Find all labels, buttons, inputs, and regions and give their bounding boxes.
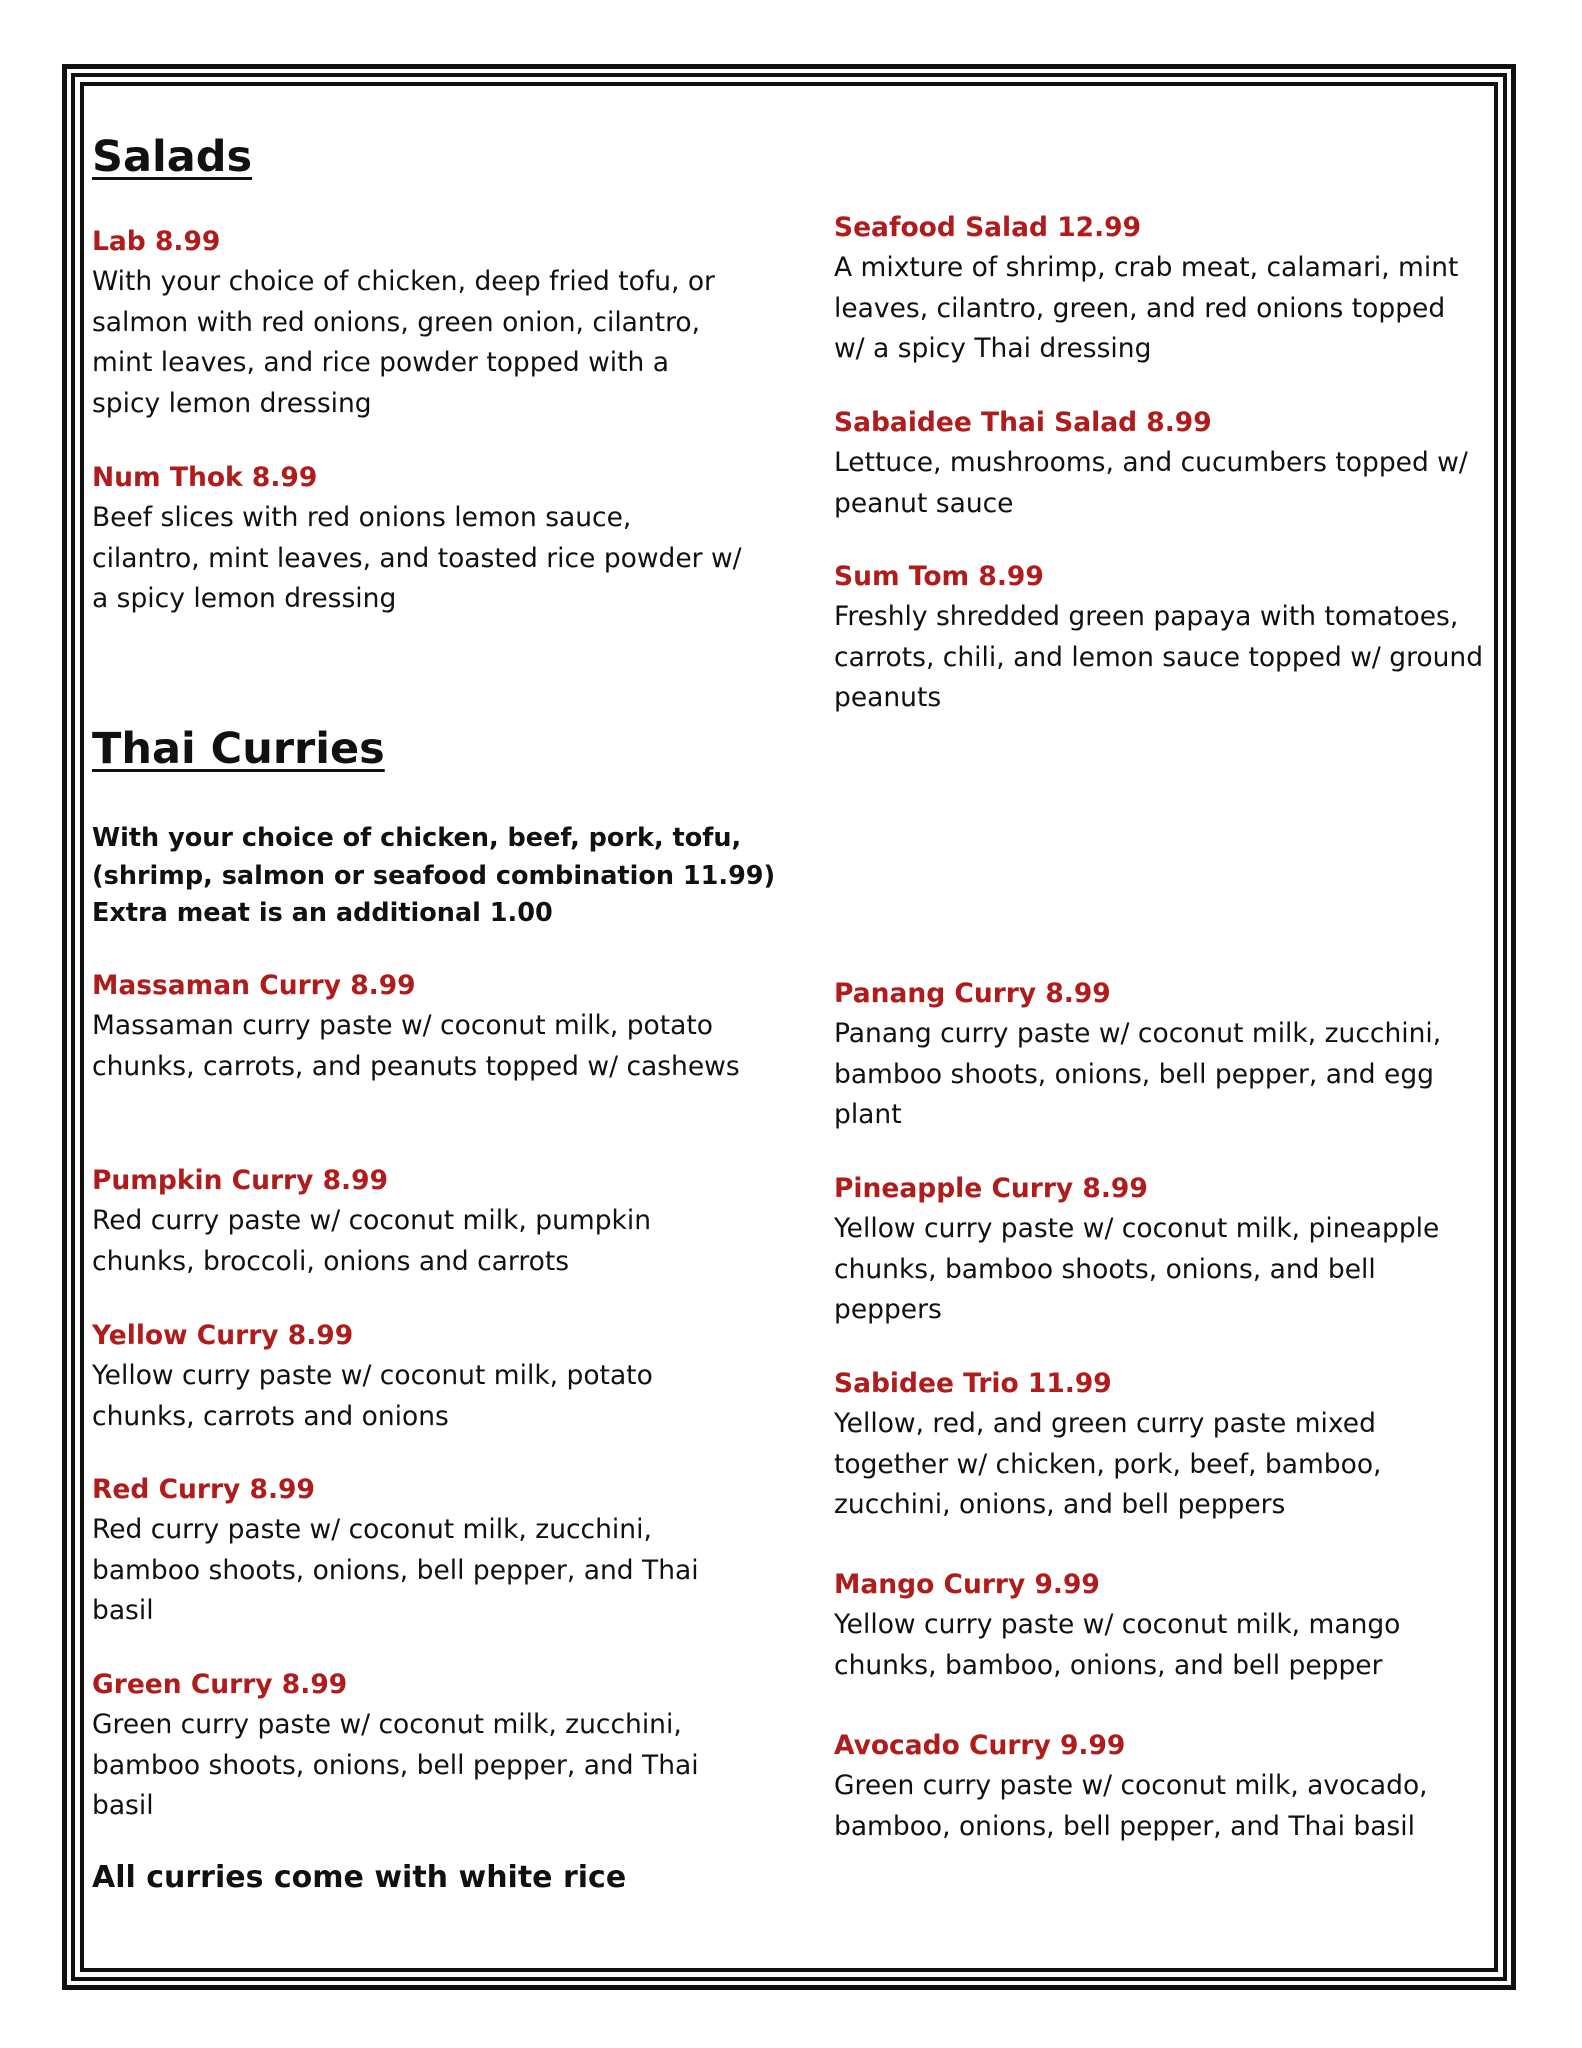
menu-item-description: Red curry paste w/ coconut milk, pumpkin chunks, broccoli, onions and carrots (92, 1205, 652, 1277)
menu-item-description: Yellow, red, and green curry paste mixed together w/ chicken, pork, beef, bamboo, zucchini, onions, and bell peppers (834, 1408, 1382, 1520)
menu-item-name: Pineapple Curry 8.99 (834, 1173, 1148, 1204)
curries-intro (92, 820, 792, 933)
menu-item-name: Red Curry 8.99 (92, 1474, 315, 1505)
menu-item-description: Yellow curry paste w/ coconut milk, pineapple chunks, bamboo shoots, onions, and bell peppers (834, 1213, 1440, 1325)
menu-item-yellow-curry (92, 1316, 742, 1437)
menu-item-name: Lab 8.99 (92, 226, 221, 257)
menu-item-panang-curry (834, 974, 1484, 1136)
thai-curries-heading: Thai Curries (92, 724, 385, 774)
menu-item-description: A mixture of shrimp, crab meat, calamari, mint leaves, cilantro, green, and red onions topped w/ a spicy Thai dressing (834, 252, 1459, 364)
curries-intro-line: With your choice of chicken, beef, pork, tofu, (92, 823, 742, 853)
menu-item-sum-tom (834, 557, 1484, 719)
menu-item-name: Seafood Salad 12.99 (834, 212, 1142, 243)
salads-heading: Salads (92, 132, 253, 182)
menu-item-description: Panang curry paste w/ coconut milk, zucchini, bamboo shoots, onions, bell pepper, and egg plant (834, 1018, 1442, 1130)
menu-item-description: Beef slices with red onions lemon sauce, cilantro, mint leaves, and toasted rice powder w/ a spicy lemon dressing (92, 502, 742, 614)
curries-intro-line: (shrimp, salmon or seafood combination 11.99) (92, 860, 776, 891)
menu-item-name: Sabaidee Thai Salad 8.99 (834, 407, 1212, 438)
menu-item-description: Yellow curry paste w/ coconut milk, mango chunks, bamboo, onions, and bell pepper (834, 1609, 1401, 1681)
menu-item-num-thok (92, 458, 742, 620)
menu-item-name: Panang Curry 8.99 (834, 978, 1111, 1009)
menu-item-name: Yellow Curry 8.99 (92, 1320, 354, 1351)
menu-item-description: Green curry paste w/ coconut milk, zucchini, bamboo shoots, onions, bell pepper, and Thai basil (92, 1709, 699, 1821)
menu-item-avocado-curry (834, 1726, 1484, 1847)
menu-item-pumpkin-curry (92, 1161, 742, 1282)
menu-item-sabidee-trio (834, 1364, 1484, 1526)
menu-item-name: Avocado Curry 9.99 (834, 1730, 1126, 1761)
menu-item-name: Sabidee Trio 11.99 (834, 1368, 1112, 1399)
menu-item-description: Yellow curry paste w/ coconut milk, potato chunks, carrots and onions (92, 1360, 653, 1432)
menu-item-name: Sum Tom 8.99 (834, 561, 1044, 592)
menu-item-massaman-curry (92, 966, 742, 1087)
menu-item-name: Pumpkin Curry 8.99 (92, 1165, 389, 1196)
menu-item-description: Massaman curry paste w/ coconut milk, potato chunks, carrots, and peanuts topped w/ cashews (92, 1010, 740, 1082)
menu-item-description: Red curry paste w/ coconut milk, zucchini, bamboo shoots, onions, bell pepper, and Thai basil (92, 1514, 699, 1626)
menu-item-description: Lettuce, mushrooms, and cucumbers topped w/ peanut sauce (834, 447, 1468, 519)
menu-item-description: With your choice of chicken, deep fried tofu, or salmon with red onions, green onion, cilantro, mint leaves, and rice powder topped with a spicy lemon dressing (92, 266, 715, 419)
menu-item-red-curry (92, 1470, 742, 1632)
menu-item-name: Green Curry 8.99 (92, 1669, 348, 1700)
curries-footer-note: All curries come with white rice (92, 1860, 627, 1895)
menu-item-sabaidee-thai-salad (834, 403, 1484, 524)
menu-item-name: Mango Curry 9.99 (834, 1569, 1100, 1600)
curries-intro-line: Extra meat is an additional 1.00 (92, 898, 553, 928)
menu-item-lab (92, 222, 742, 424)
menu-item-seafood-salad (834, 208, 1484, 370)
menu-item-mango-curry (834, 1565, 1484, 1686)
menu-item-green-curry (92, 1665, 742, 1827)
menu-item-description: Green curry paste w/ coconut milk, avocado, bamboo, onions, bell pepper, and Thai basil (834, 1770, 1428, 1842)
menu-item-name: Num Thok 8.99 (92, 462, 318, 493)
menu-item-description: Freshly shredded green papaya with tomatoes, carrots, chili, and lemon sauce topped w/ ground peanuts (834, 601, 1484, 713)
menu-item-name: Massaman Curry 8.99 (92, 970, 416, 1001)
menu-item-pineapple-curry (834, 1169, 1484, 1331)
